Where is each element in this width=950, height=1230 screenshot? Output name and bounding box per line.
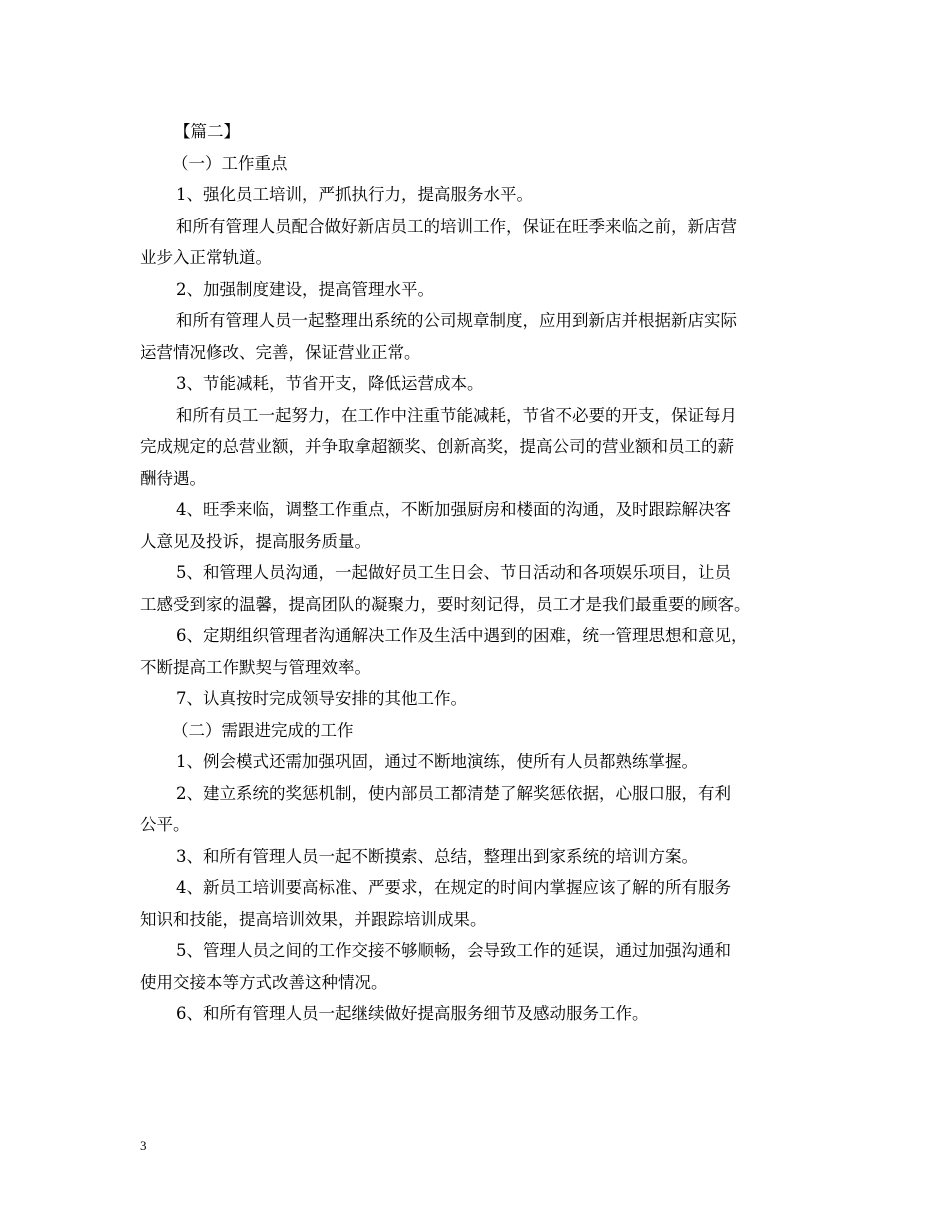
paragraph-line: 业步入正常轨道。	[140, 248, 272, 267]
page-number: 3	[140, 1138, 147, 1153]
paragraph	[140, 368, 815, 400]
paragraph-line: 1、强化员工培训，严抓执行力，提高服务水平。	[176, 185, 533, 204]
paragraph-line: 2、加强制度建设，提高管理水平。	[176, 279, 434, 299]
paragraph-line: 4、旺季来临，调整工作重点，不断加强厨房和楼面的沟通，及时跟踪解决客	[176, 500, 731, 519]
paragraph	[140, 778, 815, 841]
paragraph	[140, 841, 815, 873]
paragraph-line: 7、认真按时完成领导安排的其他工作。	[176, 689, 467, 708]
paragraph	[140, 872, 815, 935]
paragraph-line: 和所有员工一起努力，在工作中注重节能减耗，节省不必要的开支，保证每月	[176, 405, 737, 425]
paragraph	[140, 274, 815, 306]
paragraph-line: 2、建立系统的奖惩机制，使内部员工都清楚了解奖惩依据，心服口服，有利	[176, 783, 731, 803]
paragraph	[140, 746, 815, 778]
section-title-1: （一）工作重点	[172, 153, 288, 173]
paragraph-line: 6、和所有管理人员一起继续做好提高服务细节及感动服务工作。	[176, 1004, 649, 1023]
paragraph-line: 工感受到家的温馨，提高团队的凝聚力，要时刻记得，员工才是我们最重要的顾客。	[140, 594, 751, 614]
paragraph	[140, 683, 815, 715]
section-title-2: （二）需跟进完成的工作	[172, 720, 354, 740]
paragraph	[140, 998, 815, 1030]
document-heading: 【篇二】	[174, 122, 240, 141]
paragraph	[140, 620, 815, 683]
paragraph	[140, 179, 815, 211]
paragraph-line: 和所有管理人员一起整理出系统的公司规章制度，应用到新店并根据新店实际	[176, 311, 737, 330]
paragraph	[140, 400, 815, 495]
paragraph-line: 和所有管理人员配合做好新店员工的培训工作，保证在旺季来临之前，新店营	[176, 216, 737, 236]
paragraph-line: 3、节能减耗，节省开支，降低运营成本。	[176, 374, 484, 393]
paragraph-line: 运营情况修改、完善，保证营业正常。	[140, 342, 421, 362]
paragraph	[140, 211, 815, 274]
paragraph-line: 3、和所有管理人员一起不断摸索、总结，整理出到家系统的培训方案。	[176, 846, 698, 866]
paragraph-line: 知识和技能，提高培训效果，并跟踪培训成果。	[140, 909, 487, 929]
paragraph-line: 人意见及投诉，提高服务质量。	[140, 531, 371, 551]
paragraph-line: 完成规定的总营业额，并争取拿超额奖、创新高奖，提高公司的营业额和员工的薪	[140, 437, 734, 456]
paragraph-line: 6、定期组织管理者沟通解决工作及生活中遇到的困难，统一管理思想和意见，	[176, 626, 748, 645]
paragraph-line: 5、和管理人员沟通，一起做好员工生日会、节日活动和各项娱乐项目，让员	[176, 563, 731, 582]
paragraph-line: 公平。	[140, 815, 190, 834]
paragraph	[140, 305, 815, 368]
paragraph-line: 5、管理人员之间的工作交接不够顺畅，会导致工作的延误，通过加强沟通和	[176, 941, 731, 960]
section-1-paragraphs	[140, 179, 815, 715]
document-body	[140, 116, 815, 1030]
paragraph	[140, 494, 815, 557]
paragraph-line: 1、例会模式还需加强巩固，通过不断地演练，使所有人员都熟练掌握。	[176, 752, 698, 771]
paragraph	[140, 935, 815, 998]
paragraph-line: 不断提高工作默契与管理效率。	[140, 657, 371, 677]
paragraph	[140, 557, 815, 620]
paragraph-line: 酬待遇。	[140, 468, 206, 488]
paragraph-line: 使用交接本等方式改善这种情况。	[140, 972, 388, 992]
paragraph-line: 4、新员工培训要高标准、严要求，在规定的时间内掌握应该了解的所有服务	[176, 878, 731, 897]
section-2-paragraphs	[140, 746, 815, 1030]
